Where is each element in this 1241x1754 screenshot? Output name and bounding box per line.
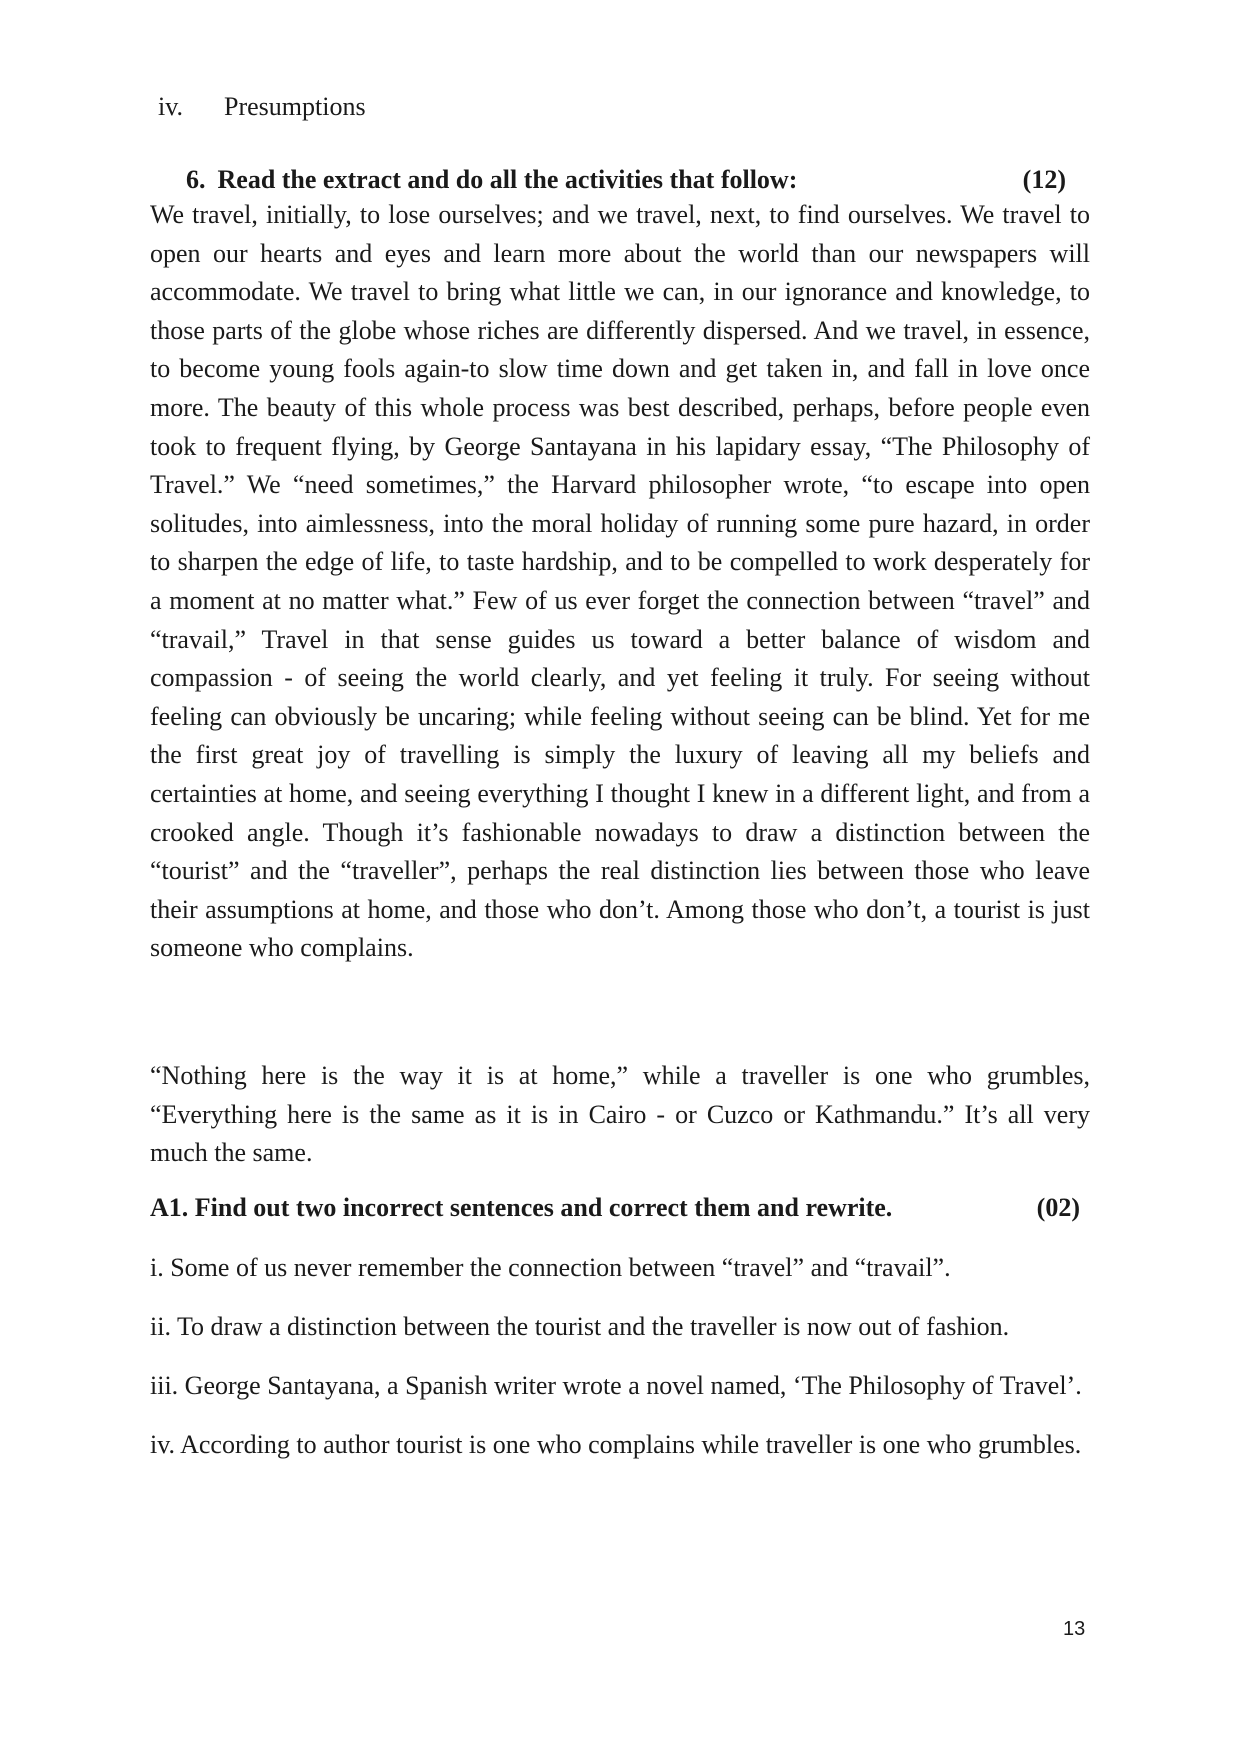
question-title: Read the extract and do all the activities that follow: [217,165,798,194]
activity-a1-options [150,1249,1090,1485]
activity-a1-marks: (02) [1036,1193,1080,1222]
previous-item-number: iv. [158,92,184,121]
option-item: iv. According to author tourist is one who complains while traveller is one who grumbles. [150,1430,1082,1459]
previous-list-item [158,90,366,124]
previous-item-text: Presumptions [224,92,366,121]
option-item: i. Some of us never remember the connection between “travel” and “travail”. [150,1253,951,1282]
question-number: 6. [186,165,206,194]
question-title-wrap [186,163,797,197]
activity-a1-label: A1. Find out two incorrect sentences and correct them and rewrite. [150,1193,893,1222]
activity-a1-heading [150,1191,1080,1225]
question-heading [186,163,1066,197]
passage-paragraph-1: We travel, initially, to lose ourselves; and we travel, next, to find ourselves. We travel to open our hearts and eyes and learn more about the world than our newspapers will accommodate. We travel to bring what little we can, in our ignorance and knowledge, to those parts of the globe whose riches are differently dispersed. And we travel, in essence, to become young fools again-to slow time down and get taken in, and fall in love once more. The beauty of this whole process was best described, perhaps, before people even took to frequent flying, by George Santayana in his lapidary essay, “The Philosophy of Travel.” We “need sometimes,” the Harvard philosopher wrote, “to escape into open solitudes, into aimlessness, into the moral holiday of running some pure hazard, in order to sharpen the edge of life, to taste hardship, and to be compelled to work desperately for a moment at no matter what.” Few of us ever forget the connection between “travel” and “travail,” Travel in that sense guides us toward a better balance of wisdom and compassion - of seeing the world clearly, and yet feeling it truly. For seeing without feeling can obviously be uncaring; while feeling without seeing can be blind. Yet for me the first great joy of travelling is simply the luxury of leaving all my beliefs and certainties at home, and seeing everything I thought I knew in a different light, and from a crooked angle. Though it’s fashionable nowadays to draw a distinction between the “tourist” and the “traveller”, perhaps the real distinction lies between those who leave their assumptions at home, and those who don’t. Among those who don’t, a tourist is just someone who complains. [150,200,1090,963]
option-item: ii. To draw a distinction between the tourist and the traveller is now out of fashion. [150,1312,1010,1341]
page-number: 13 [1063,1618,1086,1640]
option-item: iii. George Santayana, a Spanish writer wrote a novel named, ‘The Philosophy of Travel’. [150,1371,1082,1400]
passage-paragraph-2: “Nothing here is the way it is at home,” while a traveller is one who grumbles, “Everything here is the same as it is in Cairo - or Cuzco or Kathmandu.” It’s all very much the same. [150,1061,1090,1168]
question-marks: (12) [1022,165,1066,194]
